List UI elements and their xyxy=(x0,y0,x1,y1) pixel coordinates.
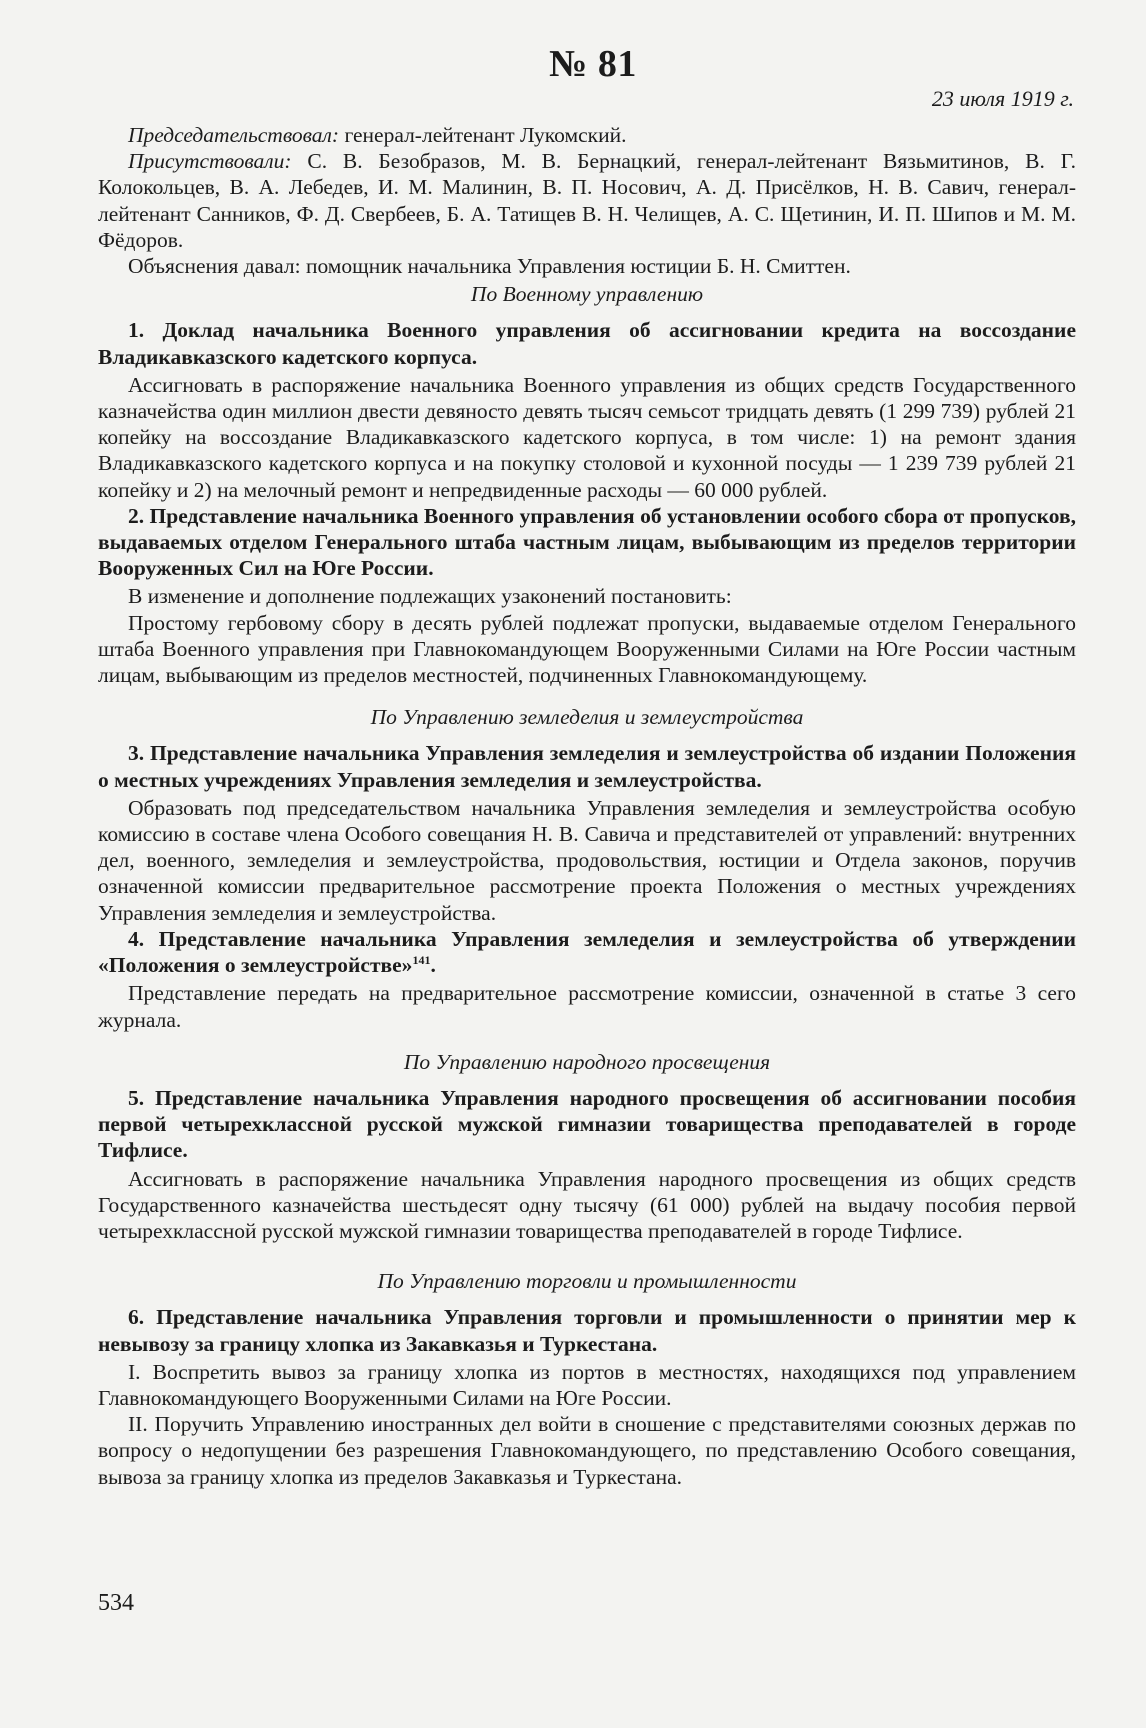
chair-value: генерал-лейтенант Лукомский. xyxy=(339,123,627,147)
page-number: 534 xyxy=(98,1590,134,1616)
chair-line xyxy=(98,122,1076,148)
section-heading-agriculture: По Управлению земледелия и землеустройства xyxy=(370,705,804,730)
item-6-text-1: I. Воспретить вывоз за границу хлопка из портов в местностях, находящихся под управлением Главнокомандующего Вооруженными Силами на Юге России. xyxy=(98,1359,1076,1410)
item-3-text: Образовать под председательством начальника Управления земледелия и землеустройства особую комиссию в составе члена Особого совещания Н. В. Савича и представителей от управлений: внутренних дел, военного, земледелия и землеустройства, продовольствия, юстиции и Отдела законов, поручив означенной комиссии предварительное рассмотрение проекта Положения о местных учреждениях Управления земледелия и землеустройства. xyxy=(98,795,1076,925)
document-body xyxy=(98,42,1076,1490)
item-1-text: Ассигновать в распоряжение начальника Военного управления из общих средств Государственного казначейства один миллион двести девяносто девять тысяч семьсот тридцать девять (1 299 739) рублей 21 копейку на воссоздание Владикавказского кадетского корпуса, в том числе: 1) на ремонт здания Владикавказского кадетского корпуса и на покупку столовой и кухонной посуды — 1 239 739 рублей 21 копейку и 2) на мелочный ремонт и непредвиденные расходы — 60 000 рублей. xyxy=(98,372,1076,502)
item-2-text-1: В изменение и дополнение подлежащих узаконений постановить: xyxy=(128,584,732,609)
present-line xyxy=(98,148,1076,253)
section-heading-military: По Военному управлению xyxy=(470,282,704,307)
section-heading-education: По Управлению народного просвещения xyxy=(403,1049,771,1074)
present-label: Присутствовали: xyxy=(128,149,292,174)
item-5-title: 5. Представление начальника Управления народного просвещения об ассигновании пособия первой четырехклассной русской мужской гимназии товарищества преподавателей в городе Тифлисе. xyxy=(98,1085,1076,1163)
section-heading-trade: По Управлению торговли и промышленности xyxy=(377,1269,797,1294)
item-1-title: 1. Доклад начальника Военного управления об ассигновании кредита на воссоздание Владикавказского кадетского корпуса. xyxy=(98,318,1076,369)
item-4-title-text: 4. Представление начальника Управления земледелия и землеустройства об утверждении «Положения о землеустройстве» xyxy=(98,926,1076,978)
document-number: № 81 xyxy=(549,43,637,85)
item-3-title: 3. Представление начальника Управления земледелия и землеустройства об издании Положения о местных учреждениях Управления земледелия и землеустройства. xyxy=(98,741,1076,792)
item-2-text-2: Простому гербовому сбору в десять рублей подлежат пропуски, выдаваемые отделом Генерального штаба Военного управления при Главнокомандующем Вооруженными Силами на Юге России частным лицам, выбывающим из пределов местностей, подчиненных Главнокомандующему. xyxy=(98,610,1076,688)
item-5-text: Ассигновать в распоряжение начальника Управления народного просвещения из общих средств Государственного казначейства шестьдесят одну тысячу (61 000) рублей на выдачу пособия первой четырехклассной русской мужской гимназии товарищества преподавателей в городе Тифлисе. xyxy=(98,1166,1076,1243)
chair-label: Председательствовал: xyxy=(128,123,340,147)
item-4-title-end: . xyxy=(430,953,436,978)
item-2-title: 2. Представление начальника Военного управления об установлении особого сбора от пропусков, выдаваемых отделом Генерального штаба частным лицам, выбывающим из пределов территории Вооруженных Сил на Юге России. xyxy=(98,503,1076,581)
item-6-title: 6. Представление начальника Управления торговли и промышленности о принятии мер к невывозу за границу хлопка из Закавказья и Туркестана. xyxy=(98,1305,1076,1356)
item-4-text: Представление передать на предварительное рассмотрение комиссии, означенной в статье 3 сего журнала. xyxy=(98,981,1076,1032)
explanations-line: Объяснения давал: помощник начальника Управления юстиции Б. Н. Смиттен. xyxy=(128,254,851,279)
item-4-title xyxy=(98,926,1076,978)
footnote-marker: 141 xyxy=(412,952,431,967)
document-date: 23 июля 1919 г. xyxy=(931,86,1074,111)
item-6-text-2: II. Поручить Управлению иностранных дел войти в сношение с представителями союзных держав по вопросу о недопущении без разрешения Главнокомандующего, по представлению Особого совещания, вывоза за границу хлопка из пределов Закавказья и Туркестана. xyxy=(98,1412,1076,1489)
present-value: С. В. Безобразов, М. В. Бернацкий, генерал-лейтенант Вязьмитинов, В. Г. Колокольцев, В. А. Лебедев, И. М. Малинин, В. П. Носович, А. Д. Присёлков, Н. В. Савич, генерал-лейтенант Санников, Ф. Д. Свербеев, Б. А. Татищев В. Н. Челищев, А. С. Щетинин, И. П. Шипов и М. М. Фёдоров. xyxy=(98,149,1076,252)
